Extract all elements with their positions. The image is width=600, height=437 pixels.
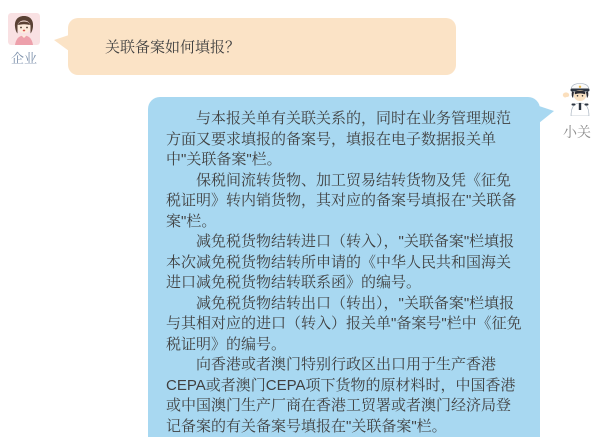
enterprise-name-label: 企业 [10, 51, 37, 66]
officer-avatar-block [557, 82, 597, 142]
answer-paragraph: 减免税货物结转出口（转出），"关联备案"栏填报与其相对应的进口（转入）报关单"备案号"栏中《征免税证明》的编号。 [166, 294, 522, 353]
answer-paragraph: 向香港或者澳门特别行政区出口用于生产香港CEPA或者澳门CEPA项下货物的原材料时，中国香港或中国澳门生产厂商在香港工贸署或者澳门经济局登记备案的有关备案号填报在"关联备案"栏。 [166, 356, 516, 435]
enterprise-woman-avatar-icon [8, 32, 40, 45]
answer-bubble [148, 97, 540, 437]
question-bubble-tail [54, 35, 69, 51]
enterprise-avatar-block [7, 13, 41, 67]
answer-bubble-tail [539, 106, 554, 123]
customs-officer-avatar-icon [558, 103, 596, 120]
question-bubble [68, 18, 456, 75]
answer-paragraph: 与本报关单有关联关系的，同时在业务管理规范方面又要求填报的备案号，填报在电子数据报关单中"关联备案"栏。 [166, 110, 512, 168]
avatar [8, 13, 40, 45]
question-text: 关联备案如何填报？ [105, 39, 241, 56]
officer-name-label: 小关 [563, 124, 591, 140]
answer-paragraph: 减免税货物结转进口（转入），"关联备案"栏填报本次减免税货物结转所申请的《中华人民共和国海关进口减免税货物结转联系函》的编号。 [166, 233, 515, 291]
answer-paragraph: 保税间流转货物、加工贸易结转货物及凭《征免税证明》转内销货物，其对应的备案号填报在"关联备案"栏。 [166, 171, 517, 230]
